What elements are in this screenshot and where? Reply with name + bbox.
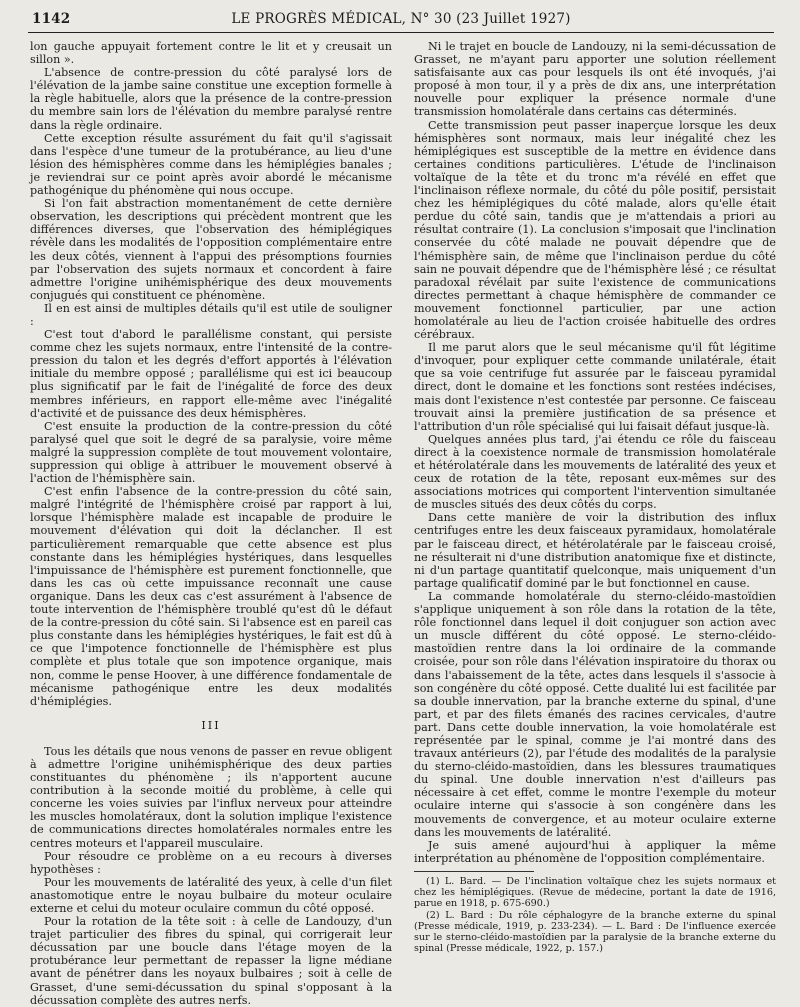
footnotes	[414, 876, 776, 954]
paragraph: Pour résoudre ce problème on a eu recours à diverses hypothèses :	[30, 849, 392, 876]
paragraph: Ni le trajet en boucle de Landouzy, ni la semi-décussation de Grasset, ne m'ayant paru apporter une solution réellement satisfaisante aux cas pour lesquels ils ont été invoqués, j'ai proposé à mon tour, il y a près de dix ans, une interprétation nouvelle pour expliquer la présence normale d'une transmission homolatérale dans certains cas déterminés.	[414, 40, 776, 119]
footnote: (1) L. Bard. — De l'inclination voltaïque chez les sujets normaux et chez les hémiplégiques. (Revue de médecine, portant la date de 1916, parue en 1918, p. 675-690.)	[414, 875, 776, 910]
left-column	[30, 40, 392, 1007]
paragraph: Il en est ainsi de multiples détails qu'il est utile de souligner :	[30, 301, 392, 328]
paragraph: Je suis amené aujourd'hui à appliquer la même interprétation au phénomène de l'opposition complémentaire.	[414, 838, 776, 865]
paragraph: Cette exception résulte assurément du fait qu'il s'agissait dans l'espèce d'une tumeur de la protubérance, au lieu d'une lésion des hémisphères comme dans les hémiplégies banales ; je reviendrai sur ce point après avoir abordé le mécanisme pathogénique du phénomène qui nous occupe.	[30, 131, 392, 198]
footnote-divider	[414, 871, 534, 872]
paragraph: Si l'on fait abstraction momentanément de cette dernière observation, les descriptions qui précèdent montrent que les différences diverses, que l'observation des hémiplégiques révèle dans les modalités de l'opposition complémentaire entre les deux côtés, viennent à l'appui des présomptions fournies par l'observation des sujets normaux et concordent à faire admettre l'origine unihémisphérique des deux mouvements conjugués qui constituent ce phénomène.	[30, 197, 392, 302]
page-header	[28, 6, 774, 33]
paragraph: Pour les mouvements de latéralité des yeux, à celle d'un filet anastomotique entre le noyau bulbaire du moteur oculaire externe et celui du moteur oculaire commun du côté opposé.	[30, 875, 392, 915]
section-heading: III	[201, 718, 221, 732]
paragraph: Tous les détails que nous venons de passer en revue obligent à admettre l'origine unihémisphérique des deux parties constituantes du phénomène ; ils n'apportent aucune contribution à la seconde moitié du problème, à celle qui concerne les voies suivies par l'influx nerveux pour atteindre les muscles homolatéraux, dont la solution implique l'existence de communications directes homolatérales normales entre les centres moteurs et l'appareil musculaire.	[30, 744, 392, 850]
right-column	[414, 40, 776, 955]
footnote: (2) L. Bard : Du rôle céphalogyre de la branche externe du spinal (Presse médicale, 1919, p. 233-234). — L. Bard : De l'influence exercée sur le sterno-cléido-mastoïdien par la paralysie de la branche externe du spinal (Presse médicale, 1922, p. 157.)	[414, 909, 776, 955]
paragraph: Pour la rotation de la tête soit : à celle de Landouzy, d'un trajet particulier des fibres du spinal, qui corrigerait leur décussation par une boucle dans l'étage moyen de la protubérance leur permettant de repasser la ligne médiane avant de pénétrer dans les noyaux bulbaires ; soit à celle de Grasset, d'une semi-décussation du spinal s'opposant à la décussation complète des autres nerfs.	[30, 915, 392, 1007]
paragraph: L'absence de contre-pression du côté paralysé lors de l'élévation de la jambe saine constitue une exception formelle à la règle habituelle, alors que la présence de la contre-pression du membre sain lors de l'élévation du membre paralysé rentre dans la règle ordinaire.	[30, 66, 392, 132]
paragraph: C'est ensuite la production de la contre-pression du côté paralysé quel que soit le degré de sa paralysie, voire même malgré la suppression complète de tout mouvement volontaire, suppression qui oblige à attribuer le mouvement observé à l'action de l'hémisphère sain.	[30, 419, 392, 486]
paragraph: Dans cette manière de voir la distribution des influx centrifuges entre les deux faisceaux pyramidaux, homolatérale par le faisceau direct, et hétérolatérale par le faisceau croisé, ne résulterait ni d'une distribution anatomique fixe et distincte, ni d'un partage quantitatif quelconque, mais uniquement d'un partage qualificatif dominé par le but fonctionnel en cause.	[414, 511, 776, 590]
paragraph: C'est enfin l'absence de la contre-pression du côté sain, malgré l'intégrité de l'hémisphère croisé par rapport à lui, lorsque l'hémisphère malade est incapable de produire le mouvement d'élévation qui doit la déclancher. Il est particulièrement remarquable que cette absence est plus constante dans les hémiplégies hystériques, dans lesquelles l'impuissance de l'hémisphère est purement fonctionnelle, que dans les cas où cette impuissance reconnaît une cause organique. Dans les deux cas c'est assurément à l'absence de toute intervention de l'hémisphère troublé qu'est dû le défaut de la contre-pression du côté sain. Si l'absence est en pareil cas plus constante dans les hémiplégies hystériques, le fait est dû à ce que l'impotence fonctionnelle de l'hémisphère est plus complète et plus totale que son impotence organique, mais non, comme le pense Hoover, à une différence fondamentale de mécanisme pathogénique entre les deux modalités d'hémiplégies.	[30, 485, 392, 708]
paragraph: Il me parut alors que le seul mécanisme qu'il fût légitime d'invoquer, pour expliquer cette commande unilatérale, était que sa voie centrifuge fut assurée par le faisceau pyramidal direct, dont le domaine et les fonctions sont restées indécises, mais dont l'existence n'est contestée par personne. Ce faisceau trouvait ainsi la première justification de sa présence et l'attribution d'un rôle spécialisé qui lui faisait défaut jusque-là.	[414, 341, 776, 433]
journal-title: LE PROGRÈS MÉDICAL, N° 30 (23 Juillet 1927)	[231, 11, 571, 27]
paragraph: La commande homolatérale du sterno-cléido-mastoïdien s'applique uniquement à son rôle dans la rotation de la tête, rôle fonctionnel dans lequel il doit conjuguer son action avec un muscle différent du côté opposé. Le sterno-cléido-mastoïdien rentre dans la loi ordinaire de la commande croisée, pour son rôle dans l'élévation inspiratoire du thorax ou dans l'abaissement de la tête, actes dans lesquels il s'associe à son congénère du côté opposé. Cette dualité lui est facilitée par sa double innervation, par la branche externe du spinal, d'une part, et par des filets émanés des racines cervicales, d'autre part. Dans cette double innervation, la voie homolatérale est représentée par le spinal, comme je l'ai montré dans des travaux antérieurs (2), par l'étude des modalités de la paralysie du sterno-cléido-mastoïdien, dans les blessures traumatiques du spinal. Une double innervation n'est d'ailleurs pas nécessaire à cet effet, comme le montre l'exemple du moteur oculaire interne qui s'associe à son congénère dans les mouvements de convergence, et au moteur oculaire externe dans les mouvements de latéralité.	[414, 589, 776, 839]
paragraph: lon gauche appuyait fortement contre le lit et y creusait un sillon ».	[30, 40, 392, 67]
paragraph: C'est tout d'abord le parallélisme constant, qui persiste comme chez les sujets normaux, entre l'intensité de la contre-pression du talon et les degrés d'effort apportés à l'élévation initiale du membre opposé ; parallélisme qui est ici beaucoup plus significatif par le fait de l'inégalité de force des deux membres inférieurs, en rapport elle-même avec l'inégalité d'activité et de puissance des deux hémisphères.	[30, 328, 392, 420]
paragraph: Quelques années plus tard, j'ai étendu ce rôle du faisceau direct à la coexistence normale de transmission homolatérale et hétérolatérale dans les mouvements de latéralité des yeux et ceux de rotation de la tête, reposant eux-mêmes sur des associations motrices qui comportent l'intervention simultanée de muscles situés des deux côtés du corps.	[414, 432, 776, 512]
paragraph: Cette transmission peut passer inaperçue lorsque les deux hémisphères sont normaux, mais leur inégalité chez les hémiplégiques est susceptible de la mettre en évidence dans certaines conditions particulières. L'étude de l'inclinaison voltaïque de la tête et du tronc m'a révélé en effet que l'inclinaison réflexe normale, du côté du pôle positif, persistait chez les hémiplégiques du côté malade, alors qu'elle était perdue du côté sain, tandis que je m'attendais a priori au résultat contraire (1). La conclusion s'imposait que l'inclination conservée du côté malade ne pouvait dépendre que de l'hémisphère sain, de même que l'inclinaison perdue du côté sain ne pouvait dépendre que de l'hémisphère lésé ; ce résultat paradoxal révélait par suite l'existence de communications directes permettant à chaque hémisphère de commander ce mouvement fonctionnel particulier, par une action homolatérale au lieu de l'action croisée habituelle des ordres cérébraux.	[414, 118, 776, 342]
page-number: 1142	[32, 11, 71, 27]
